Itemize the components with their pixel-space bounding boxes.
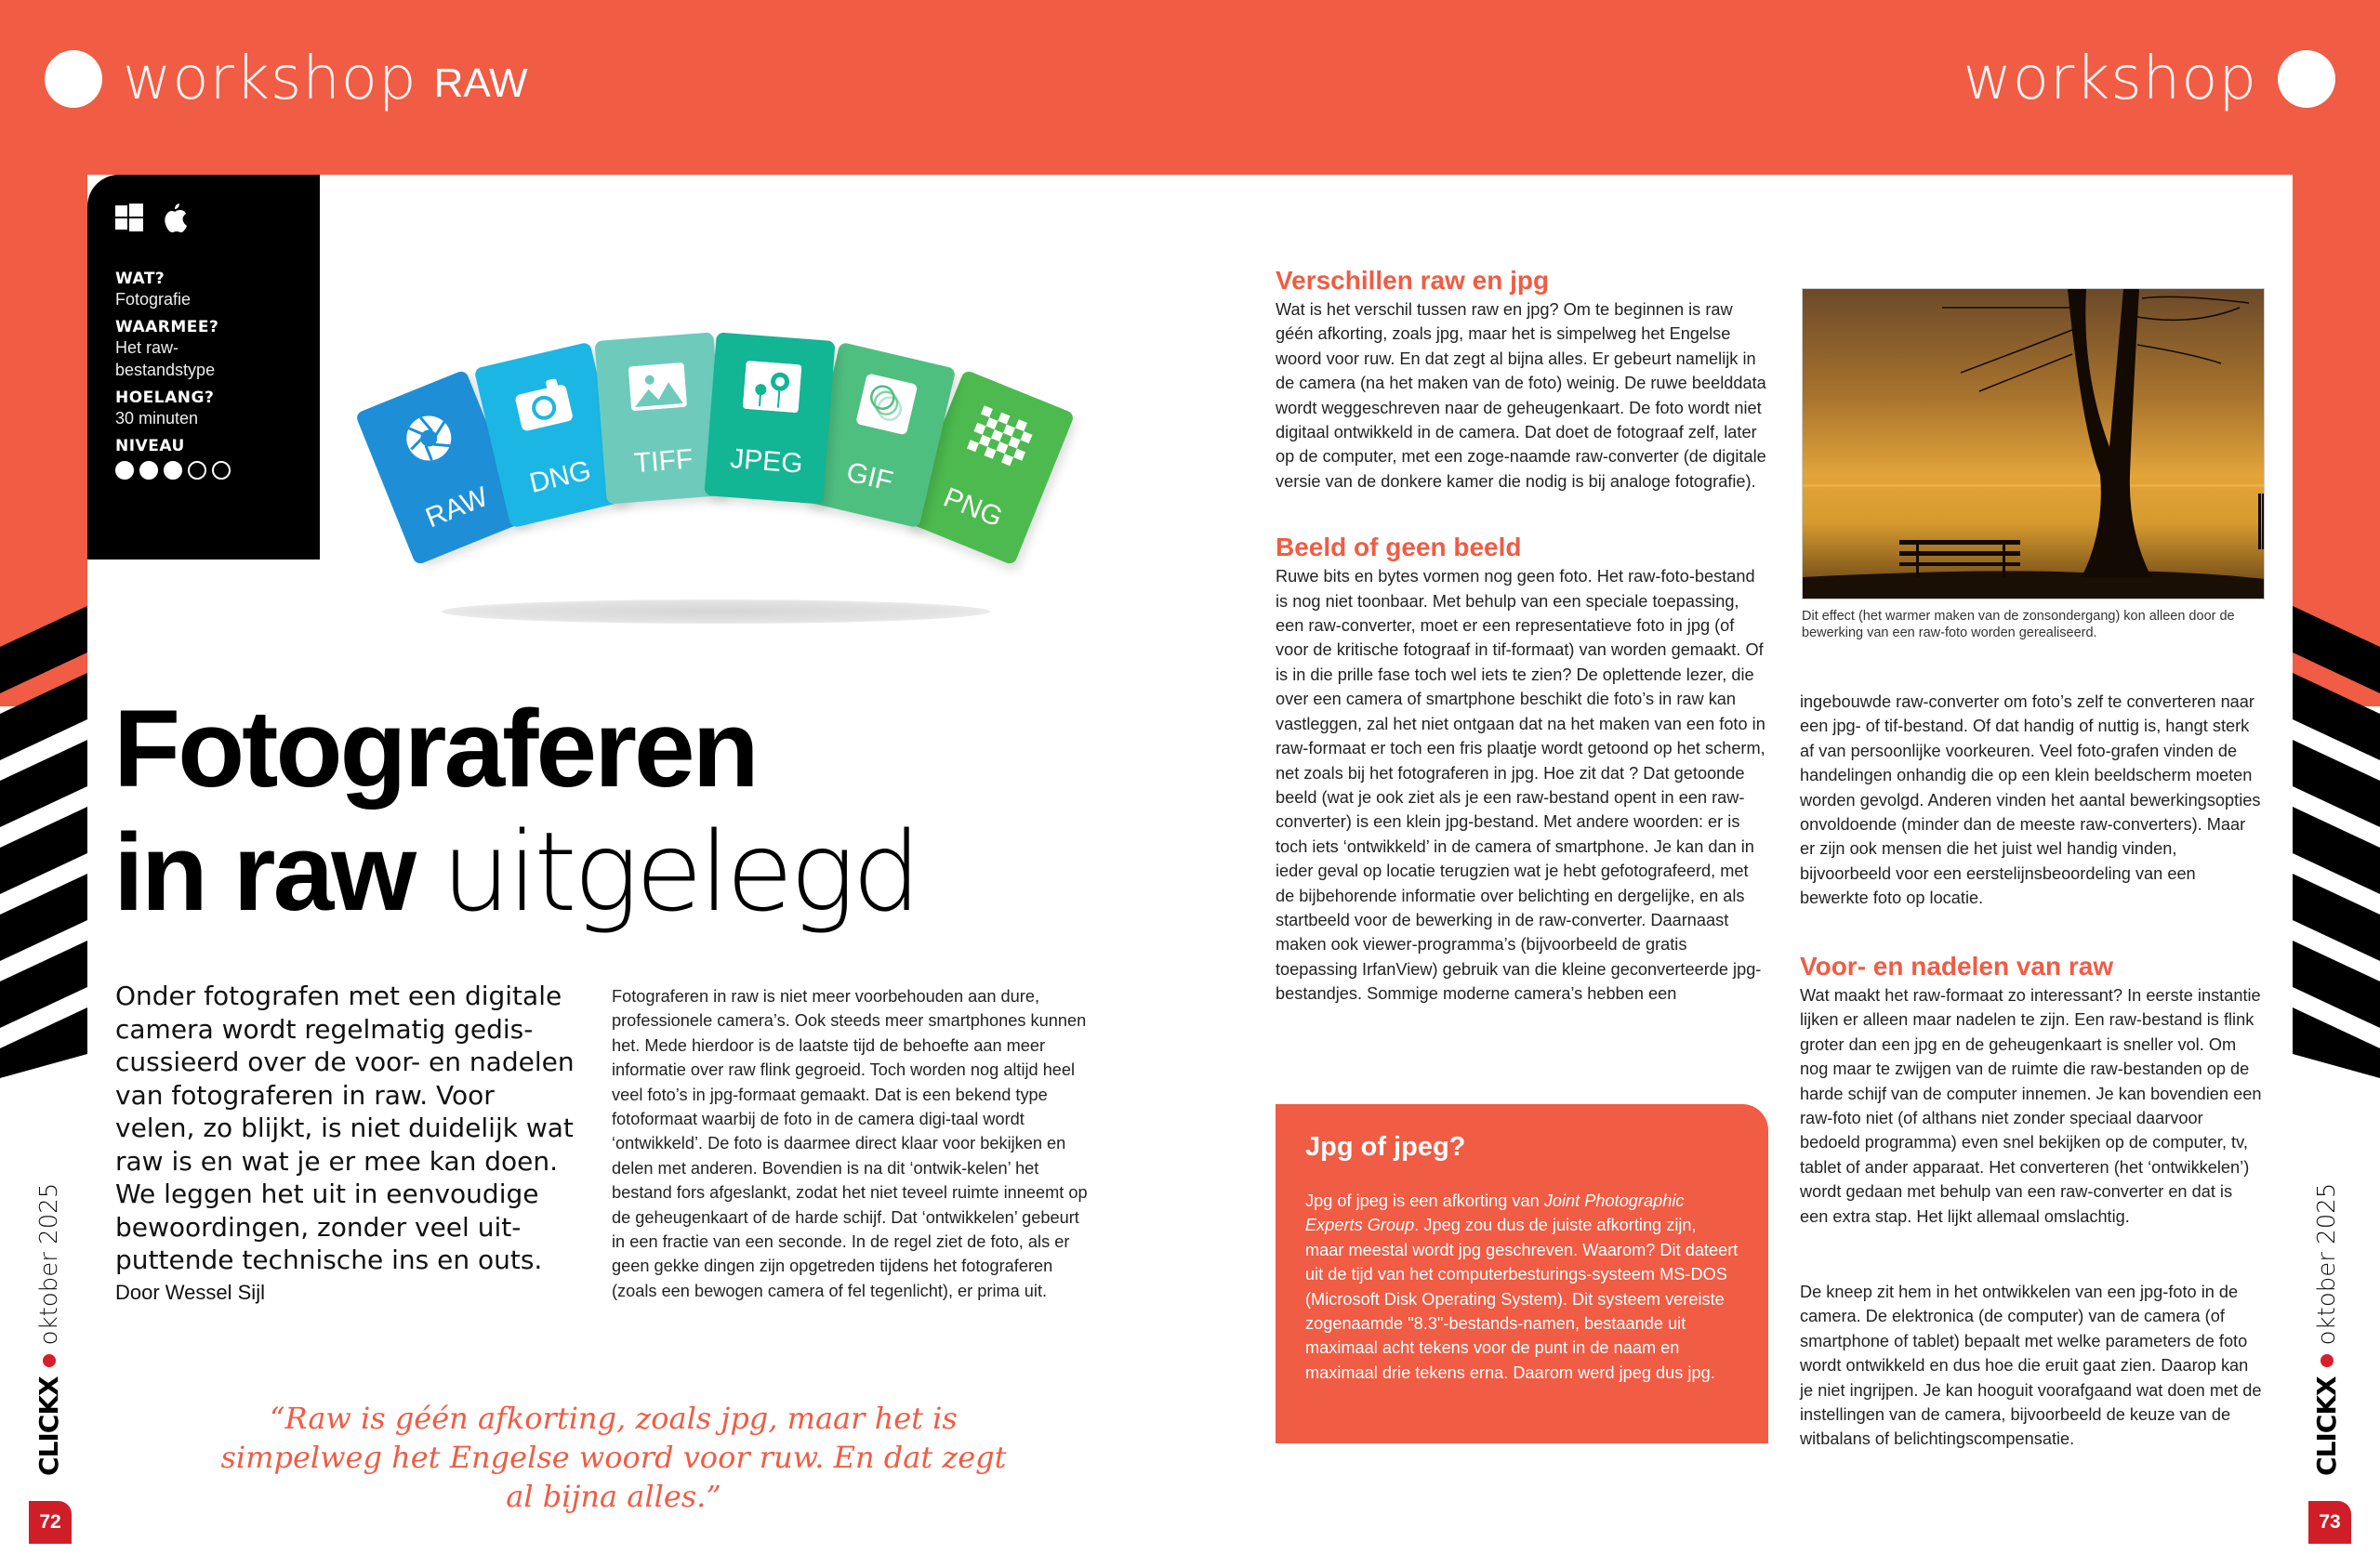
header-dot-icon — [45, 50, 102, 108]
sidebar-title: Jpg of jpeg? — [1305, 1132, 1466, 1162]
format-card-label: JPEG — [729, 443, 804, 481]
title-light: uitgelegd — [441, 808, 919, 936]
body-column-1: Fotograferen in raw is niet meer voorbehouden aan dure, professionele camera’s. Ook steeds meer smartphones kunnen het. Mede hierdoor is de laatste tijd de behoefte aan meer informatie over raw flink gegroeid. Toch worden nog altijd heel veel foto’s in jpg-formaat gemaakt. Dat is een bekend type fotoformaat waarbij de foto in de camera digi-taal wordt ‘ontwikkeld’. De foto is daarmee direct klaar voor bekijken en delen met anderen. Bovendien is na dit ‘ontwik-kelen’ het bestand fors afgeslankt, zodat het niet teveel ruimte inneemt op de geheugenkaart of de harde schijf. Dat ‘ontwikkelen’ gebeurt in een fractie van een seconde. In de regel ziet de foto, als er geen gekke dingen zijn opgetreden tijdens het fotograferen (zoals een bewogen camera of fel tegenlicht), er prima uit. — [612, 987, 1088, 1300]
info-label-duration: HOELANG? — [115, 388, 215, 407]
transparency-grid-icon — [962, 400, 1039, 477]
info-value-with: Het raw-bestandstype — [115, 338, 216, 379]
sunset-photo — [1802, 288, 2265, 599]
section-body: Wat maakt het raw-formaat zo interessant? In eerste instantie lijken er alleen maar nadelen te zijn. Een raw-bestand is flink groter dan een jpg en de geheugenkaart is sneller vol. Om nog maar te zwijgen van de ruimte die raw-bestanden op de harde schijf van de computer innemen. Je kan bovendien een raw-foto niet (of althans niet zonder speciaal daarvoor bedoeld programma) even snel bekijken op de computer, tv, tablet of ander apparaat. Het converteren (het ‘ontwikkelen’) wordt gedaan met behulp van een raw-converter en dat is een extra stap. Het lijkt allemaal omslachtig. — [1800, 986, 2262, 1226]
byline: Door Wessel Sijl — [115, 1281, 265, 1304]
info-label-what: WAT? — [115, 270, 165, 288]
windows-icon — [115, 204, 143, 231]
page-title — [113, 688, 918, 934]
section-header-left — [45, 45, 528, 113]
camera-icon — [508, 368, 579, 440]
flowers-icon — [740, 355, 804, 419]
footer-issue-left — [33, 1182, 71, 1476]
photo-caption: Dit effect (het warmer maken van de zonsondergang) kon alleen door de bewerking van een raw-foto worden gerealiseerd. — [1802, 609, 2235, 640]
footer-issue-right — [2311, 1182, 2348, 1476]
format-card-jpeg — [704, 333, 835, 505]
level-dot-empty — [188, 461, 206, 480]
body-column-3: ingebouwde raw-converter om foto’s zelf te converteren naar een jpg- of tif-bestand. Of dat handig of nuttig is, hangt sterk af van persoonlijke voorkeuren. Veel foto-grafen vinden de handelingen onhandig die op een klein beeldscherm moeten worden gevolgd. Anderen vinden het aantal bewerkingsopties onvoldoende (minder dan de meeste raw-converters). Maar er zijn ook mensen die het juist wel handig vinden, bijvoorbeeld voor een eerstelijnsbeoordeling van een bewerkte foto op locatie. — [1800, 692, 2261, 908]
title-bold-line1: Fotograferen — [113, 688, 757, 810]
body-column-2 — [1276, 266, 1768, 1007]
image-icon — [626, 355, 690, 419]
section-body: Wat is het verschil tussen raw en jpg? Om te beginnen is raw géén afkorting, zoals jpg, maar het is simpelweg het Engelse woord voor ruw. En dat zegt al bijna alles. Er gebeurt namelijk in de camera (na het maken van de foto) weinig. De ruwe beelddata wordt weggeschreven naar de geheugenkaart. De foto wordt niet digitaal ontwikkeld in de camera. Dat doet de fotograaf zelf, later op de computer, met een zoge-naamde raw-converter (de digitale versie van de donkere kamer die nodig is bij analoge fotografie). — [1276, 300, 1766, 491]
section-header-right — [1963, 45, 2335, 113]
page-number-left: 72 — [29, 1501, 72, 1544]
level-dot-filled — [115, 461, 134, 480]
file-format-cards — [363, 297, 1069, 539]
section-topic: RAW — [433, 60, 528, 106]
body-column-5: De kneep zit hem in het ontwikkelen van een jpg-foto in de camera. De elektronica (de computer) van de camera (of smartphone of tablet) bepaalt met welke parameters de foto wordt ontwikkeld en dus hoe die eruit gaat zien. Daarop kan je niet ingrijpen. Je kan hooguit voorafgaand wat doen met de instellingen van de camera, bijvoorbeeld de keuze van de witbalans of belichtingscompensatie. — [1800, 1283, 2262, 1449]
brand-logo: CLICKX — [33, 1376, 64, 1476]
section-body: Ruwe bits en bytes vormen nog geen foto. Het raw-foto-bestand is nog niet toonbaar. Met behulp van een speciale toepassing, een raw-converter, moet er een representatieve foto in jpg (of voor de kritische fotograaf in tif-formaat) van worden gemaakt. Of is in die prille fase toch wel iets te zien? De oplettende lezer, die over een camera of smartphone beschikt die foto’s in raw kan vastleggen, zal het niet ontgaan dat na het maken van een foto in raw-formaat er toch een fris plaatje wordt getoond op het scherm, net zoals bij het fotograferen in jpg. Hoe zit dat ? Dat getoonde beeld (wat je ook ziet als je een raw-bestand opent in een raw-converter) is een klein jpg-bestand. Met andere woorden: er is toch iets ‘ontwikkeld’ in de camera of smartphone. Je kan dan in ieder geval op locatie terugzien wat je hebt gefotografeerd, met de bijbehorende informatie over belichting en dergelijke, en als startbeeld voor de bewerking in de raw-converter. Daarnaast maken ook viewer-programma’s (bijvoorbeeld de gratis toepassing IrfanView) gebruik van die kleine geconverteerde jpg-bestandjes. Sommige moderne camera’s hebben een — [1276, 567, 1765, 1004]
brand-dot-icon — [2320, 1354, 2334, 1367]
cards-shadow — [442, 599, 990, 624]
level-dot-empty — [212, 461, 231, 480]
animation-icon — [851, 368, 922, 440]
brand-logo: CLICKX — [2311, 1376, 2342, 1476]
section-name: workshop — [123, 45, 417, 113]
info-label-level: NIVEAU — [115, 437, 185, 455]
format-card-label: RAW — [421, 481, 493, 534]
format-card-label: PNG — [939, 481, 1007, 533]
section-title: Verschillen raw en jpg — [1276, 266, 1550, 295]
level-rating — [115, 461, 292, 480]
level-dot-filled — [139, 461, 158, 480]
section-title: Voor- en nadelen van raw — [1800, 952, 2114, 981]
format-card-label: DNG — [526, 454, 594, 499]
info-value-what: Fotografie — [115, 290, 192, 309]
format-card-label: GIF — [843, 456, 896, 497]
sidebar-box — [1276, 1104, 1768, 1443]
header-dot-icon — [2278, 50, 2335, 108]
page-number-right: 73 — [2308, 1501, 2351, 1544]
info-value-duration: 30 minuten — [115, 409, 199, 428]
info-box — [87, 175, 320, 560]
section-title: Beeld of geen beeld — [1276, 533, 1522, 562]
info-label-with: WAARMEE? — [115, 318, 219, 336]
issue-date: oktober 2025 — [2312, 1182, 2341, 1346]
body-column-4 — [1800, 952, 2265, 1229]
section-name-right: workshop — [1963, 45, 2257, 113]
level-dot-filled — [164, 461, 182, 480]
sidebar-body: Jpg of jpeg is een afkorting van Joint Photographic Experts Group. Jpeg zou dus de juiste afkorting zijn, maar meestal wordt jpg geschreven. Waarom? Dit dateert uit de tijd van het computerbesturings-systeem MS-DOS (Microsoft Disk Operating System). Dit systeem vereiste zogenaamde "8.3"-bestands-namen, bestaande uit maximaal acht tekens voor de punt in de naam en maximaal drie tekens erna. Daarom werd jpeg dus jpg. — [1305, 1192, 1739, 1382]
right-stripes-decoration — [2293, 595, 2380, 1078]
title-bold-line2: in raw — [113, 811, 414, 934]
pull-quote: “Raw is géén afkorting, zoals jpg, maar het is simpelweg het Engelse woord voor ruw. En dat zegt al bijna alles.” — [220, 1401, 1007, 1514]
apple-icon — [162, 203, 188, 232]
left-stripes-decoration — [0, 595, 87, 1078]
aperture-icon — [390, 400, 468, 477]
issue-date: oktober 2025 — [34, 1182, 63, 1346]
intro-paragraph: Onder fotografen met een digitale camera wordt regelmatig gedis-cussieerd over de voor- en nadelen van fotograferen in raw. Voor velen, zo blijkt, is niet duidelijk wat raw is en wat je er mee kan doen. We leggen het uit in eenvoudige bewoordingen, zonder veel uit-puttende technische ins en outs. — [115, 981, 575, 1275]
format-card-label: TIFF — [632, 443, 694, 480]
brand-dot-icon — [43, 1354, 56, 1367]
